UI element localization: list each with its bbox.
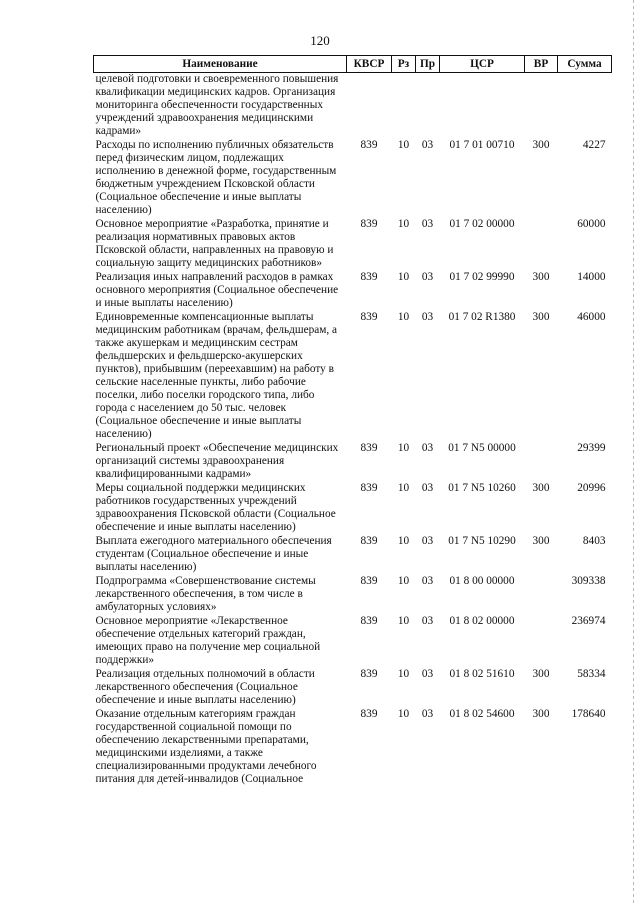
cell-csr: 01 8 02 54600 (449, 708, 515, 720)
cell-kvsr: 839 (360, 311, 378, 323)
table-row (94, 667, 612, 707)
cell-rz: 10 (397, 139, 410, 151)
cell-csr: 01 8 00 00000 (449, 575, 515, 587)
cell-vr: 300 (532, 271, 550, 283)
cell-name: Оказание отдельным категориям граждан государственной социальной помощи по обеспечению лекарственными препаратами, медицинскими изделиями, а также специализированными продуктами лечебного питания для детей-инвалидов (Социальное (95, 708, 317, 785)
cell-kvsr: 839 (360, 139, 378, 151)
cell-csr: 01 7 N5 10290 (448, 535, 516, 547)
cell-pr: 03 (421, 271, 434, 283)
cell-name: Подпрограмма «Совершенствование системы лекарственного обеспечения, в том числе в амбулаторных условиях» (95, 575, 316, 613)
cell-pr: 03 (421, 575, 434, 587)
cell-pr: 03 (421, 482, 434, 494)
cell-sum: 4227 (582, 139, 606, 151)
cell-vr: 300 (532, 668, 550, 680)
scan-edge (633, 0, 634, 905)
cell-sum: 29399 (577, 442, 606, 454)
table-row (94, 707, 612, 786)
cell-csr: 01 7 02 00000 (449, 218, 515, 230)
header-name: Наименование (94, 56, 347, 73)
cell-vr (525, 441, 558, 481)
cell-kvsr: 839 (360, 271, 378, 283)
cell-name: Выплата ежегодного материального обеспечения студентам (Социальное обеспечение и иные выплаты населению) (95, 535, 332, 573)
cell-vr: 300 (532, 708, 550, 720)
table-header-row (94, 56, 612, 73)
cell-rz: 10 (397, 442, 410, 454)
cell-sum: 178640 (571, 708, 606, 720)
cell-vr (525, 574, 558, 614)
cell-csr: 01 7 02 R1380 (448, 311, 516, 323)
cell-name: Основное мероприятие «Разработка, принятие и реализация нормативных правовых актов Псковской области, направленных на правовую и социальную защиту медицинских работников» (95, 218, 334, 269)
cell-rz: 10 (397, 271, 410, 283)
cell-kvsr: 839 (360, 615, 378, 627)
cell-rz: 10 (397, 535, 410, 547)
cell-csr: 01 7 N5 10260 (448, 482, 516, 494)
cell-csr: 01 7 01 00710 (449, 139, 515, 151)
cell-csr: 01 7 N5 00000 (448, 442, 516, 454)
cell-pr: 03 (421, 668, 434, 680)
cell-name: Реализация иных направлений расходов в рамках основного мероприятия (Социальное обеспечение и иные выплаты населению) (95, 271, 339, 309)
cell-pr: 03 (421, 139, 434, 151)
header-csr: ЦСР (440, 56, 525, 73)
cell-sum: 58334 (577, 668, 606, 680)
table-row (94, 481, 612, 534)
cell-vr (525, 217, 558, 270)
cell-name: Расходы по исполнению публичных обязательств перед физическим лицом, подлежащих исполнению в денежной форме, государственным бюджетным учреждением Псковской области (Социальное обеспечение и иные выплаты населению) (95, 139, 337, 216)
cell-name: Единовременные компенсационные выплаты медицинским работникам (врачам, фельдшерам, а также акушеркам и медицинским сестрам фельдшерских и фельдшерско-акушерских пунктов), прибывшим (переехавшим) на работу в сельские населенные пункты, либо рабочие поселки, либо поселки городского типа, либо города с населением до 50 тыс. человек (Социальное обеспечение и иные выплаты населению) (95, 311, 338, 440)
cell-csr: 01 7 02 99990 (449, 271, 515, 283)
budget-table (93, 55, 612, 786)
cell-name: Реализация отдельных полномочий в области лекарственного обеспечения (Социальное обеспечение и иные выплаты населению) (95, 668, 315, 706)
cell-rz: 10 (397, 575, 410, 587)
cell-rz: 10 (397, 615, 410, 627)
cell-sum: 60000 (577, 218, 606, 230)
cell-pr: 03 (421, 442, 434, 454)
cell-pr: 03 (421, 535, 434, 547)
cell-pr: 03 (421, 708, 434, 720)
table-row (94, 138, 612, 217)
continuation-text: целевой подготовки и своевременного повышения квалификации медицинских кадров. Организация мониторинга обеспеченности государственных учреждений здравоохранения медицинскими кадрами» (95, 73, 339, 137)
cell-kvsr: 839 (360, 482, 378, 494)
cell-sum: 46000 (577, 311, 606, 323)
header-vr: ВР (525, 56, 558, 73)
header-sum: Сумма (558, 56, 612, 73)
cell-rz: 10 (397, 218, 410, 230)
cell-kvsr: 839 (360, 535, 378, 547)
cell-name: Региональный проект «Обеспечение медицинских организаций системы здравоохранения квалифицированными кадрами» (95, 442, 339, 480)
cell-rz: 10 (397, 482, 410, 494)
cell-name: Основное мероприятие «Лекарственное обеспечение отдельных категорий граждан, имеющих право на получение мер социальной поддержки» (95, 615, 321, 666)
cell-rz: 10 (397, 708, 410, 720)
cell-sum: 236974 (571, 615, 606, 627)
cell-vr: 300 (532, 311, 550, 323)
cell-csr: 01 8 02 00000 (449, 615, 515, 627)
header-rz: Рз (392, 56, 416, 73)
header-kvsr: КВСР (347, 56, 392, 73)
cell-pr: 03 (421, 615, 434, 627)
cell-pr: 03 (421, 218, 434, 230)
cell-kvsr: 839 (360, 668, 378, 680)
cell-kvsr: 839 (360, 218, 378, 230)
cell-csr: 01 8 02 51610 (449, 668, 515, 680)
cell-name: Меры социальной поддержки медицинских работников государственных учреждений здравоохранения Псковской области (Социальное обеспечение и иные выплаты населению) (95, 482, 336, 533)
cell-vr (525, 614, 558, 667)
table-row (94, 614, 612, 667)
page-number: 120 (310, 33, 330, 48)
table-row (94, 574, 612, 614)
table-row (94, 217, 612, 270)
cell-pr: 03 (421, 311, 434, 323)
cell-vr: 300 (532, 535, 550, 547)
cell-rz: 10 (397, 668, 410, 680)
cell-kvsr: 839 (360, 575, 378, 587)
cell-sum: 8403 (582, 535, 606, 547)
cell-vr: 300 (532, 482, 550, 494)
cell-kvsr: 839 (360, 442, 378, 454)
continuation-row (94, 73, 612, 139)
cell-sum: 309338 (571, 575, 606, 587)
table-row (94, 270, 612, 310)
header-pr: Пр (416, 56, 440, 73)
cell-rz: 10 (397, 311, 410, 323)
table-row (94, 534, 612, 574)
cell-kvsr: 839 (360, 708, 378, 720)
cell-sum: 14000 (577, 271, 606, 283)
table-row (94, 310, 612, 441)
cell-vr: 300 (532, 139, 550, 151)
cell-sum: 20996 (577, 482, 606, 494)
table-row (94, 441, 612, 481)
